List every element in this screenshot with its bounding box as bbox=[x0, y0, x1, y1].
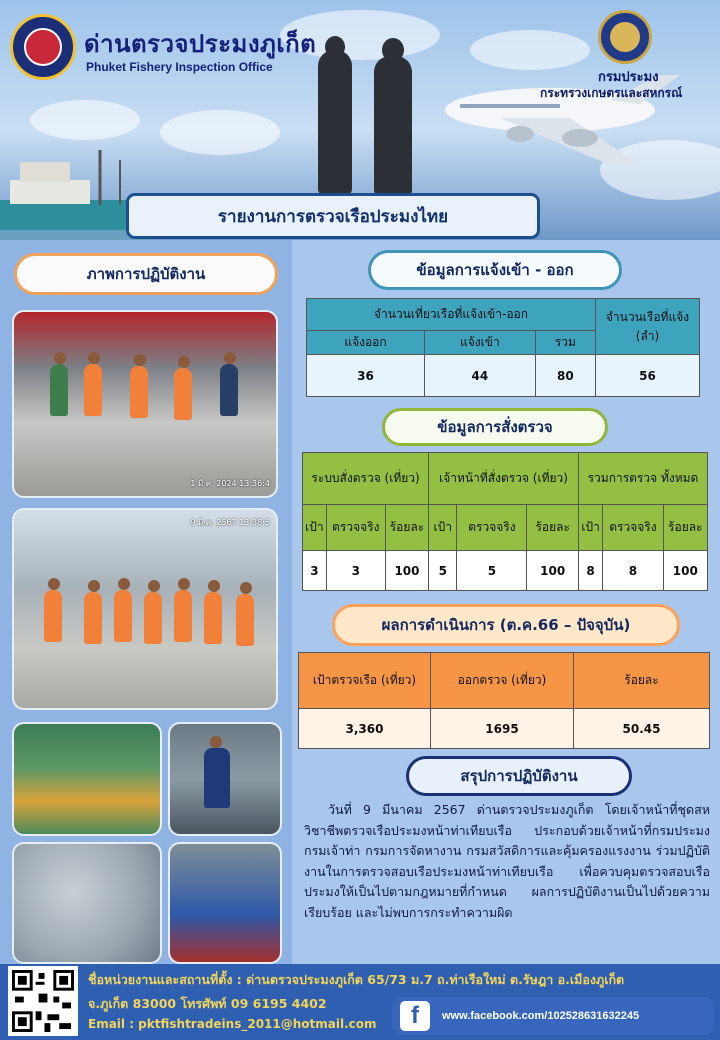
order-g2-percent: 100 bbox=[527, 551, 578, 591]
statue-head-right bbox=[382, 38, 404, 62]
office-name-th: ด่านตรวจประมงภูเก็ต bbox=[84, 30, 317, 58]
fishery-inspection-logo-icon bbox=[10, 14, 76, 80]
inout-table bbox=[306, 298, 700, 397]
order-col-percent: ร้อยละ bbox=[385, 505, 428, 551]
email-link[interactable]: Email : pktfishtradeins_2011@hotmail.com bbox=[88, 1017, 377, 1031]
summary-heading: สรุปการปฏิบัติงาน bbox=[406, 756, 632, 796]
order-col-actual: ตรวจจริง bbox=[603, 505, 663, 551]
inout-col-out: แจ้งออก bbox=[307, 331, 425, 355]
office-name-en: Phuket Fishery Inspection Office bbox=[86, 60, 273, 74]
statue-head-left bbox=[325, 36, 345, 58]
operations-photo-2 bbox=[12, 508, 278, 710]
result-val-out: 1695 bbox=[431, 709, 574, 749]
summary-body: วันที่ 9 มีนาคม 2567 ด่านตรวจประมงภูเก็ต โดยเจ้าหน้าที่ชุดสหวิชาชีพตรวจเรือประมงหน้าท่าเทียบเรือ ประกอบด้วยเจ้าหน้าที่กรมประมง กรมเจ้าท่า กรมการจัดหางาน กรมสวัสดิการและคุ้มครองแรงงาน ร่วมปฏิบัติงานในการตรวจสอบเรือประมงหน้าท่าเทียบเรือ เพื่อควบคุมตรวจสอบเรือประมงให้เป็นไปตามกฎหมายที่กำหนด ผลการปฏิบัติงานเป็นไปด้วยความเรียบร้อย และไม่พบการกระทำความผิด bbox=[304, 802, 710, 920]
order-group-total: รวมการตรวจ ทั้งหมด bbox=[578, 453, 707, 505]
result-val-percent: 50.45 bbox=[574, 709, 710, 749]
order-col-actual: ตรวจจริง bbox=[326, 505, 385, 551]
order-g3-actual: 8 bbox=[603, 551, 663, 591]
result-col-percent: ร้อยละ bbox=[574, 653, 710, 709]
address-line-2: จ.ภูเก็ต 83000 โทรศัพท์ 09 6195 4402 bbox=[88, 996, 327, 1011]
ministry-name: กระทรวงเกษตรและสหกรณ์ bbox=[540, 86, 683, 100]
order-col-actual: ตรวจจริง bbox=[457, 505, 527, 551]
operations-photo-6 bbox=[168, 842, 282, 964]
photo-timestamp: 9 มี.ค. 2567 13:38:5 bbox=[190, 518, 270, 527]
statue-right bbox=[374, 56, 412, 196]
facebook-icon: f bbox=[400, 1001, 430, 1031]
operations-photo-1 bbox=[12, 310, 278, 498]
inout-heading: ข้อมูลการแจ้งเข้า - ออก bbox=[368, 250, 622, 290]
photo-timestamp: 1 มี.ค. 2024 13:36:4 bbox=[190, 479, 270, 488]
inout-val-in: 44 bbox=[424, 355, 535, 397]
operations-photo-4 bbox=[168, 722, 282, 836]
order-col-target: เป้า bbox=[429, 505, 457, 551]
order-col-target: เป้า bbox=[578, 505, 602, 551]
inout-col-boats: จำนวนเรือที่แจ้ง (ลำ) bbox=[596, 299, 700, 355]
summary-text bbox=[304, 800, 710, 923]
address-line-1: ชื่อหน่วยงานและสถานที่ตั้ง : ด่านตรวจประมงภูเก็ต 65/73 ม.7 ถ.ท่าเรือใหม่ ต.รัษฎา อ.เมืองภูเก็ต bbox=[88, 972, 625, 987]
operations-photo-3 bbox=[12, 722, 162, 836]
order-table bbox=[302, 452, 708, 591]
report-title: รายงานการตรวจเรือประมงไทย bbox=[126, 193, 540, 239]
order-g3-percent: 100 bbox=[663, 551, 707, 591]
inout-col-total: รวม bbox=[535, 331, 595, 355]
result-table bbox=[298, 652, 710, 749]
facebook-link[interactable] bbox=[392, 997, 714, 1035]
inout-val-boats: 56 bbox=[596, 355, 700, 397]
order-g2-target: 5 bbox=[429, 551, 457, 591]
operations-heading: ภาพการปฏิบัติงาน bbox=[14, 253, 278, 295]
order-col-percent: ร้อยละ bbox=[663, 505, 707, 551]
order-g3-target: 8 bbox=[578, 551, 602, 591]
inout-val-total: 80 bbox=[535, 355, 595, 397]
order-col-percent: ร้อยละ bbox=[527, 505, 578, 551]
inout-val-out: 36 bbox=[307, 355, 425, 397]
order-group-officer: เจ้าหน้าที่สั่งตรวจ (เที่ยว) bbox=[429, 453, 579, 505]
facebook-url: www.facebook.com/102528631632245 bbox=[442, 1010, 640, 1022]
operations-photo-5 bbox=[12, 842, 162, 964]
order-g1-percent: 100 bbox=[385, 551, 428, 591]
result-col-out: ออกตรวจ (เที่ยว) bbox=[431, 653, 574, 709]
qr-code-icon[interactable] bbox=[8, 966, 78, 1036]
order-g2-actual: 5 bbox=[457, 551, 527, 591]
result-heading: ผลการดำเนินการ (ต.ค.66 – ปัจจุบัน) bbox=[332, 604, 680, 646]
qr-pattern bbox=[12, 970, 74, 1032]
result-val-target: 3,360 bbox=[299, 709, 431, 749]
order-heading: ข้อมูลการสั่งตรวจ bbox=[382, 408, 608, 446]
order-col-target: เป้า bbox=[303, 505, 327, 551]
department-name: กรมประมง bbox=[598, 70, 659, 85]
order-group-system: ระบบสั่งตรวจ (เที่ยว) bbox=[303, 453, 429, 505]
inout-col-in: แจ้งเข้า bbox=[424, 331, 535, 355]
order-g1-target: 3 bbox=[303, 551, 327, 591]
department-of-fisheries-logo-icon bbox=[598, 10, 652, 64]
statue-left bbox=[318, 50, 352, 195]
result-col-target: เป้าตรวจเรือ (เที่ยว) bbox=[299, 653, 431, 709]
order-g1-actual: 3 bbox=[326, 551, 385, 591]
inout-col-group: จำนวนเที่ยวเรือที่แจ้งเข้า-ออก bbox=[307, 299, 596, 331]
